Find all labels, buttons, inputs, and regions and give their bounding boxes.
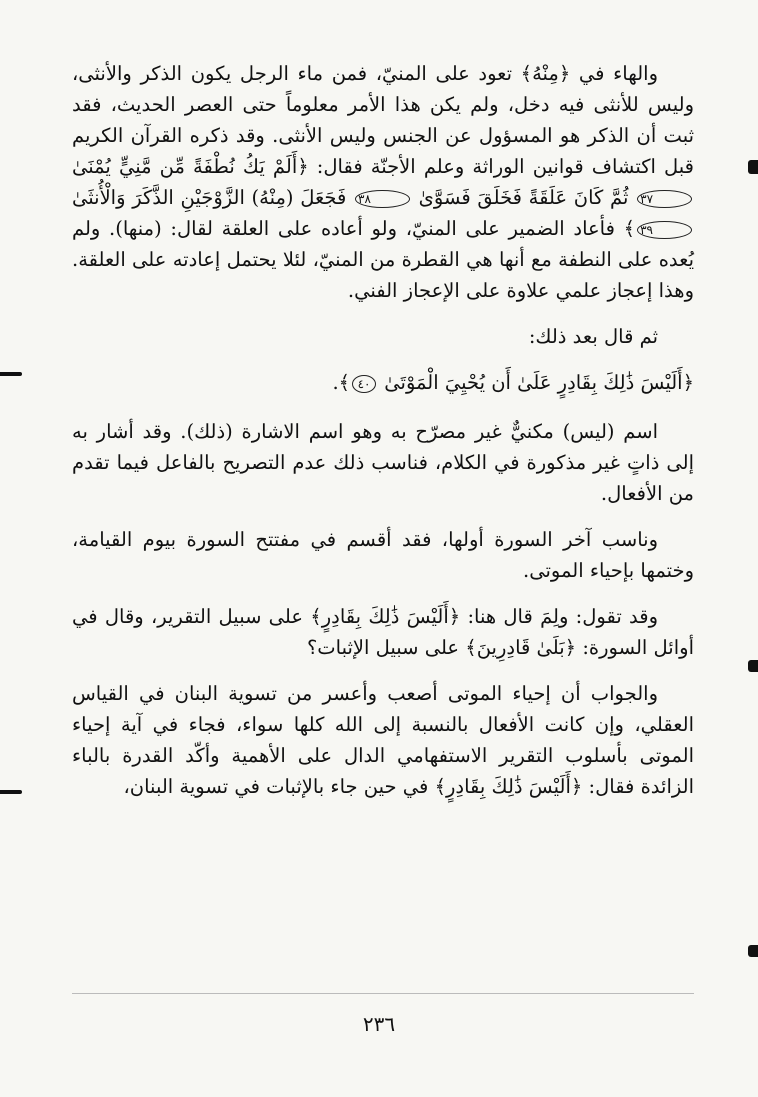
scan-edge-mark (748, 160, 758, 174)
page-number: ٢٣٦ (362, 1012, 396, 1036)
answer-text-2: في حين جاء بالإثبات في تسوية البنان، (123, 775, 429, 798)
paragraph-2-text: فأعاد الضمير على المنيّ، ولو أعاده على العلقة لقال: (منها). ولم يُعده على النطفة مع أنها هي القطرة من المنيّ، لئلا يحتمل إعادته على العلقة. وهذا إعجاز علمي علاوة على الإعجاز الفني. (72, 217, 694, 302)
scan-edge-mark (748, 945, 758, 957)
ayah-number-39: ٣٩ (637, 221, 692, 239)
verse-close-bracket: ﴾ (623, 217, 636, 240)
paragraph-answer (72, 678, 694, 802)
ayah-number-38: ٣٨ (355, 190, 410, 208)
quote-alaysa-2: ﴿أَلَيْسَ ذَٰلِكَ بِقَادِرٍ﴾ (434, 775, 583, 798)
verse-39-text: فَجَعَلَ (مِنْهُ) الزَّوْجَيْنِ الذَّكَرَ وَالْأُنثَىٰ (72, 186, 347, 209)
paragraph-1-text: والهاء في ﴿مِنْهُ﴾ تعود على المنيّ، فمن ماء الرجل يكون الذكر والأنثى، وليس للأنثى فيه دخل، ولم يكن هذا الأمر معلوماً حتى العصر الحديث، فقد ثبت أن الذكر هو المسؤول عن الجنس وليس الأنثى. وقد ذكره القرآن الكريم قبل اكتشاف قوانين الوراثة وعلم الأجنّة فقال: (72, 62, 695, 178)
question-text-2: على سبيل التقرير، وقال في أوائل السورة: (72, 605, 694, 659)
paragraph-surah-end (72, 524, 694, 586)
question-text-3: على سبيل الإثبات؟ (306, 636, 460, 659)
paragraph-then-said (72, 321, 694, 352)
ayah-number-40: ٤٠ (352, 375, 376, 393)
paragraph-laysa (72, 416, 694, 509)
ayah-number-37: ٣٧ (637, 190, 692, 208)
scan-edge-mark (0, 372, 22, 376)
paragraph-question (72, 601, 694, 663)
laysa-text: اسم (ليس) مكنيٌّ غير مصرّح به وهو اسم الاشارة (ذلك). وقد أشار به إلى ذاتٍ غير مذكورة في الكلام، فناسب ذلك عدم التصريح بالفاعل فيما تقدم من الأفعال. (72, 420, 694, 505)
page-text (72, 58, 694, 806)
surah-end-text: وناسب آخر السورة أولها، فقد أقسم في مفتتح السورة بيوم القيامة، وختمها بإحياء الموتى. (72, 528, 694, 582)
footer-rule (72, 993, 694, 994)
scan-edge-mark (748, 660, 758, 672)
verse-37-text: ﴿أَلَمْ يَكُ نُطْفَةً مِّن مَّنِيٍّ يُمْنَىٰ (72, 155, 309, 178)
quote-bala-qadirin: ﴿بَلَىٰ قَادِرِينَ﴾ (465, 636, 577, 659)
scan-edge-mark (0, 790, 22, 794)
then-said-text: ثم قال بعد ذلك: (528, 325, 658, 348)
quote-alaysa: ﴿أَلَيْسَ ذَٰلِكَ بِقَادِرٍ﴾ (310, 605, 461, 628)
verse-38-text: ثُمَّ كَانَ عَلَقَةً فَخَلَقَ فَسَوَّىٰ (418, 186, 629, 209)
question-text-1: وقد تقول: ولِمَ قال هنا: (467, 605, 658, 628)
paragraph-1 (72, 58, 694, 306)
answer-text-1: والجواب أن إحياء الموتى أصعب وأعسر من تسوية البنان في القياس العقلي، وإن كانت الأفعال بالنسبة إلى الله كلها سواء، فجاء في آية إحياء الموتى بأسلوب التقرير الاستفهامي الدال على الأهمية وأكّد القدرة بالباء الزائدة فقال: (72, 682, 694, 798)
verse-40-text: ﴿أَلَيْسَ ذَٰلِكَ بِقَادِرٍ عَلَىٰ أَن يُحْيِيَ الْمَوْتَىٰ (384, 371, 694, 394)
quran-verse-40 (72, 367, 694, 398)
verse-40-close: ﴾. (332, 371, 351, 394)
